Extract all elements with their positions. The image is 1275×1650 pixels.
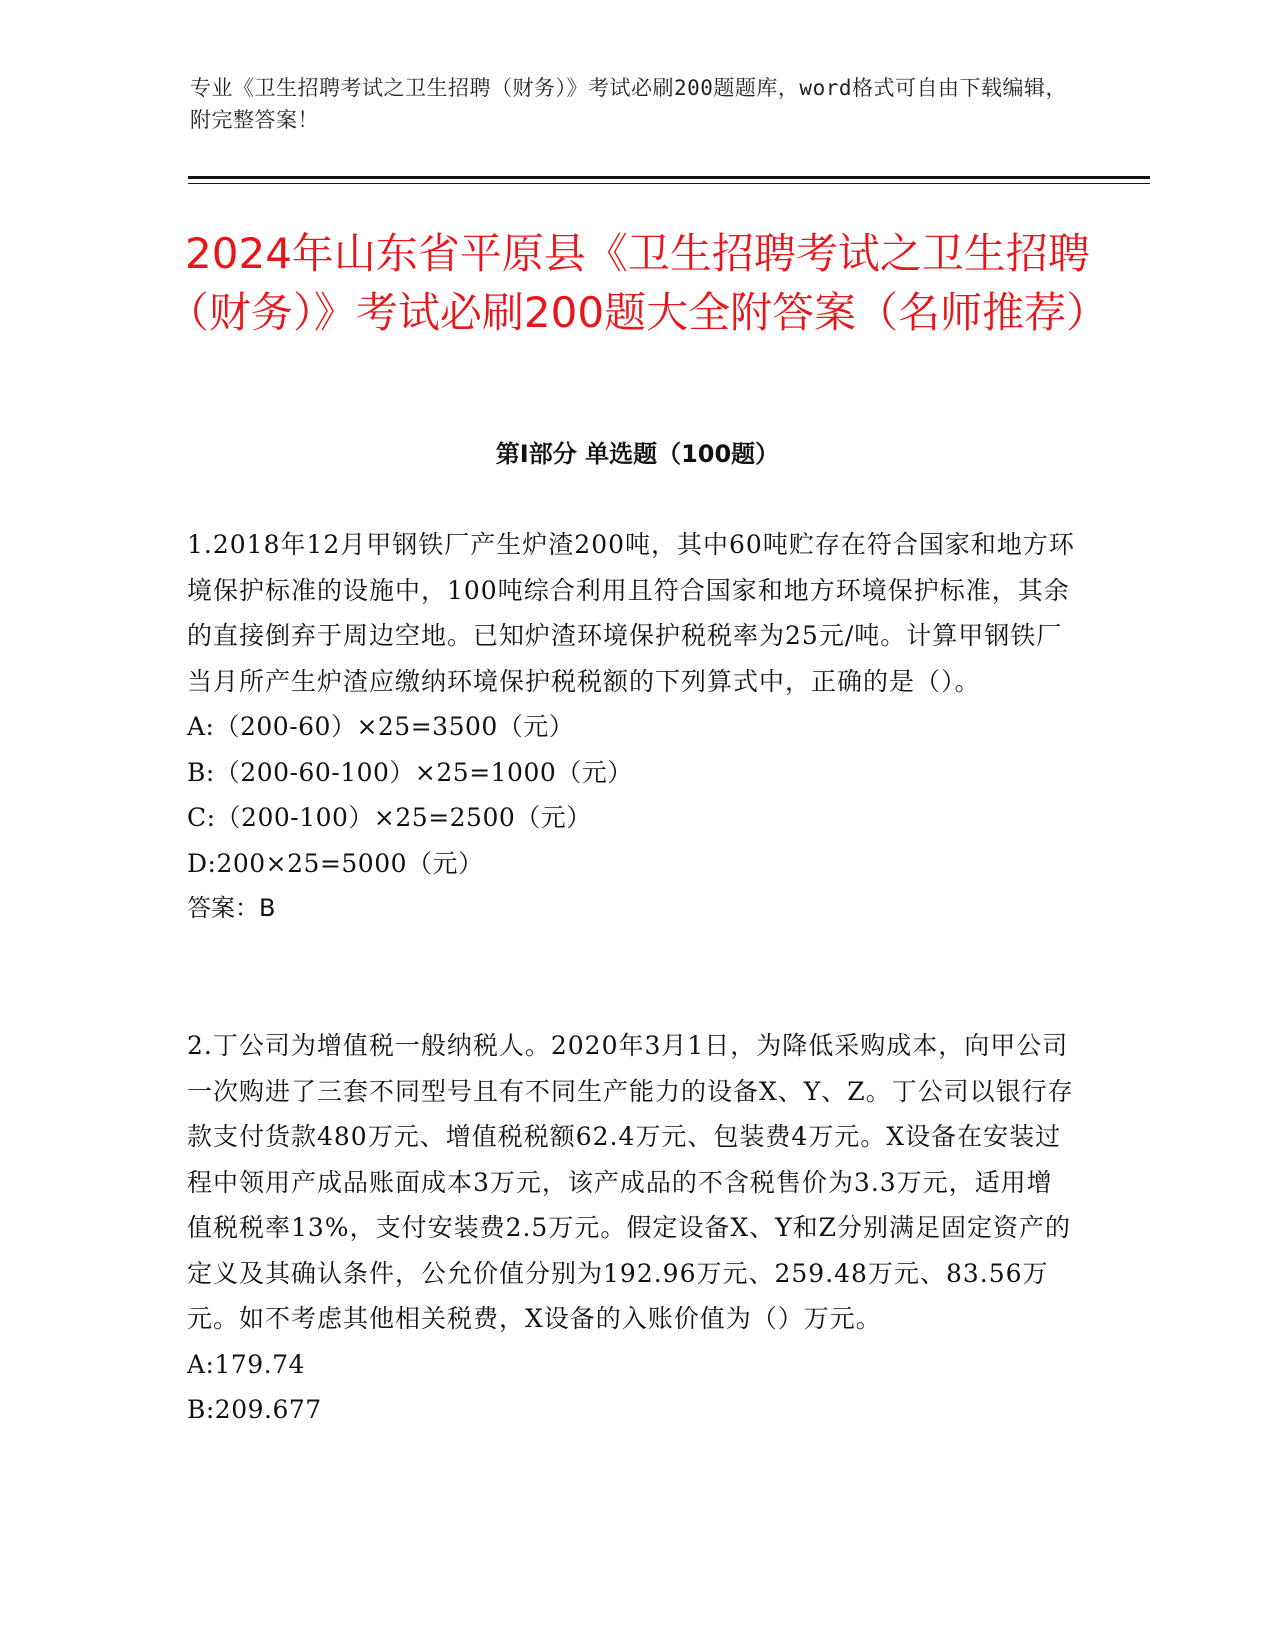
header-divider-thick (188, 176, 1150, 179)
option-a: A:（200-60）×25=3500（元） (187, 712, 575, 741)
option-d: D:200×25=5000（元） (187, 848, 484, 878)
question-stem: 1.2018年12月甲钢铁厂产生炉渣200吨，其中60吨贮存在符合国家和地方环境保护标准的设施中，100吨综合利用且符合国家和地方环境保护标准，其余的直接倒弃于周边空地。已知炉渣环境保护税税率为25元/吨。计算甲钢铁厂当月所产生炉渣应缴纳环境保护税税额的下列算式中，正确的是（）。 (187, 530, 1075, 696)
section-heading: 第I部分 单选题（100题） (495, 440, 780, 468)
option-c: C:（200-100）×25=2500（元） (187, 803, 592, 832)
header-note: 专业《卫生招聘考试之卫生招聘（财务）》考试必刷200题题库，word格式可自由下载编辑，附完整答案！ (190, 76, 1067, 132)
question-2 (187, 1023, 1077, 1433)
option-a: A:179.74 (187, 1349, 305, 1379)
option-b: B:（200-60-100）×25=1000（元） (187, 757, 633, 787)
question-stem: 2.丁公司为增值税一般纳税人。2020年3月1日，为降低采购成本，向甲公司一次购进了三套不同型号且有不同生产能力的设备X、Y、Z。丁公司以银行存款支付货款480万元、增值税税额62.4万元、包装费4万元。X设备在安装过程中领用产成品账面成本3万元，该产成品的不含税售价为3.3万元，适用增值税税率13%，支付安装费2.5万元。假定设备X、Y和Z分别满足固定资产的定义及其确认条件，公允价值分别为192.96万元、259.48万元、83.56万元。如不考虑其他相关税费，X设备的入账价值为（）万元。 (187, 1031, 1074, 1333)
document-title: 2024年山东省平原县《卫生招聘考试之卫生招聘（财务）》考试必刷200题大全附答案（名师推荐） (166, 229, 1109, 337)
header-divider-thin (188, 183, 1150, 184)
answer-line: 答案：B (187, 894, 276, 922)
option-b: B:209.677 (187, 1395, 322, 1424)
question-1 (187, 522, 1077, 932)
